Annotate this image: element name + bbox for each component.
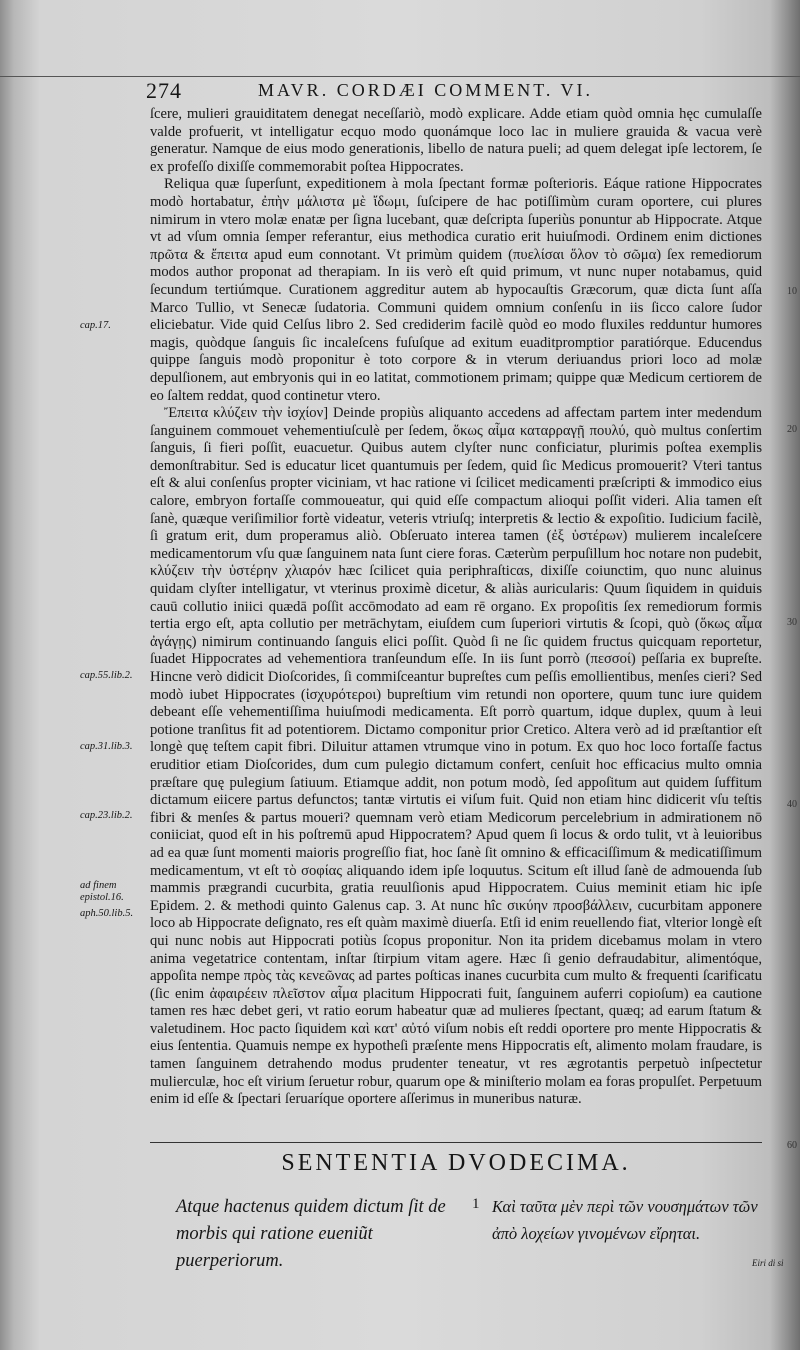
margin-note: cap.55.lib.2. — [80, 670, 133, 681]
running-title: MAVR. CORDÆI COMMENT. VI. — [258, 80, 594, 100]
line-number: 40 — [787, 799, 797, 810]
margin-note: aph.50.lib.5. — [80, 908, 134, 919]
margin-note: cap.31.lib.3. — [80, 741, 133, 752]
sentence-number: 1 — [472, 1196, 480, 1212]
paragraph: ſcere, mulieri grauiditatem denegat neceſſariò, modò explicare. Adde etiam quòd omnia hęc cumulaſſe valde profuerit, vt intelligatur ecquo modo quonámque loco lac in muliere grauida & vacua verè generatur. Namque de eius modo generationis, libello de natura pueli; ad quem delegat ipſe lectorem, ſe ex profeſſo dixiſſe commemorabit poſtea Hippocrates. — [150, 106, 762, 175]
paragraph: Reliqua quæ ſuperſunt, expeditionem à mola ſpectant formæ poſterioris. Eáque ratione Hippocrates modò hortabatur, ἐπὴν μάλιστα μὲ ἴδωμι, ſuſcipere de hac potiſſimùm curam oportere, cui plures nimirum in vtero molæ enatæ per ſigna lucebant, quæ deſcripta ſuperiùs ponuntur ab Hippocrate. Atque vt ad vſum omnia ſemper referantur, eius methodica curatio erit huiuſmodi. Ordinem enim dictiones πρῶτα & ἔπειτα apud eum connotant. Vt primùm quidem (πυελίσαι ὅλον τὸ σῶμα) ſex remediorum modos author proponat ad therapiam. In iis verò eſt quid primum, vt nunc nuper notabamus, quid ſecundum tertiúmque. Curationem aggreditur autem ab hypocauſtis Græcorum, quæ dicta ſunt aſſa Marco Tullio, vt Senecæ ſudatoria. Communi quidem omnium conſenſu in iis ſicco calore ſudor eliciebatur. Vide quid Celſus libro 2. Sed crediderim facilè quòd eo modo fluxiles redduntur humores magis, quòdque ſanguis ſic incaleſcens fuſuſque ad exitum euaditpromptior paratiórque. Educendus quippe ſanguis modò proponitur è toto corpore & in vterum deriuandus priori loco ad molæ depulſionem, aut embryonis qui in eo latitat, commotionem primam; quippe quæ Medicum certiorem de eo ſaltem reddat, quod continetur vtero. — [150, 176, 762, 404]
running-head — [146, 78, 666, 104]
commentary-text — [150, 106, 762, 1109]
line-number: 60 — [787, 1140, 797, 1151]
paragraph: Ἔπειτα κλύζειν τὴν ἰσχίον] Deinde propiùs aliquanto accedens ad affectam partem inter medendum ſanguinem commouet vehementiuſculè per ſedem, ὅκως αἷμα καταρραγῇ πουλύ, quò multus conſertim ſanguis, ſi fieri poſſit, euacuetur. Quibus autem clyſter nunc conficiatur, plurimis poſtea exemplis demonſtrabitur. Sed is educatur licet quantumuis per ſedem, quid ſic Medicus promouerit? Vteri tantus eſt & alui conſenſus propter viciniam, vt hac ratione vi ſcilicet medicamenti præſcripti & immodico eius calore, embryon fortaſſe commoueatur, qui quid eſſe compactum alioqui poſſit videri. Alia tamen eſt ſanè, quæque veriſimilior fortè videatur, veteris vtriuſq; interpretis & lectio & expoſitio. Iudicium facilè, ſi gratum erit, dum properamus aliò. Obſeruato interea tamen (ἐξ ὑστέρων) mulierem incaleſcere medicamentorum vſu quæ ſanguinem nata ſunt ciere foras. Cæterùm perpuſillum hoc notare non pudebit, κλύζειν τὴν ὑστέρην χλιαρόν hæc ſcilicet quia periphraſticαs, dixiſſe coiunctim, quo nunc aluinus quidam clyſter intelligatur, vt vterinus proximè dicetur, & aliàs auricularis: Quum ſiquidem in quiduis cauū collutio iniici quædā poſſit accōmodato ad eam rē organo. Ex propoſitis ſex remediorum formis tertia ergo eſt, apta collutio per metrāchytam, eiuſdem cum ſuperiori virtutis & ſcopi, quò (ὅκως αἷμα ἀγάγῃς) nimirum continuando ſanguis elici poſſit. Quòd ſi ne ſic quidem fructus quicquam reportetur, ſuadet Hippocrates ad vehementiora tranſeundum eſſe. In iis ſunt porrò (πεσσοί) peſſaria ex bupreſte. Hincne verò didicit Dioſcorides, ſi commiſceantur bupreſtes cum peſſis emollientibus, menſes cieri? Sed modò iubet Hippocrates (ἰσχυρότεροι) bupreſtium vim retundi non oportere, quum tunc iure quidem debeant eſſe vehementiſſima huiuſmodi medicamenta. Eſt porrò quartum, idque duplex, quum à leui potione tranſitus fit ad potentiorem. Dictamo componitur prior Cretico. Altera verò ad id præſtantior eſt longè quę teſtem capit fibri. Diluitur attamen vtrumque vino in potum. Ex quo hoc loco fortaſſe factus eruditior etiam Dioſcorides, dum cum pulegio dictamum confert, cenſuit hoc efficacius multo omnia præſtare quę pulegium ſatiuum. Etiamque addit, non potum modò, ſed appoſitum aut quidem ſuffitum dictamum eiicere partus defunctos; tantæ virtutis ei viſum fuit. Quid non etiam hinc didicerit vſu teſtis fibri & menſes & partus moueri? quemnam verò etiam Medicorum percelebrium in admirationem nō coniiciat, quod eſt in his poſtremū apud Hippocratem? Apud quem ſi locus & ordo tulit, vt à leuioribus ad ea quæ ſunt momenti maioris progreſſio fiat, hoc ſanè ſit omnino & efficaciſſimum & medicatiſſimum medicamentum, vt eſt τὸ σοφίας aliquando idem ipſe loquutus. Scitum eſt illud ſanè de admouenda ſub mammis prægrandi cucurbita, gratia reuulſionis apud Hippocratem. Cuius meminit etiam hic ipſe Epidem. 2. & methodi quinto Galenus cap. 3. At nunc hîc σικύην προσβάλλειν, cucurbitam apponere loco ab Hippocrate deſignato, res eſt quàm maximè diuerſa. Etſi id enim reuellendo fiat, vlterior longè eſt qui nunc nobis aut Hippocrati potiùs ſcopus proponitur. Non ita pridem dicebamus molam in vtero anima vegetatrice contentam, inſtar ſtirpium vitam agere. Hæc ſi genio defraudabitur, alimentóque, appoſita nempe πρὸς τὰς κενεῶνας ad partes poſticas inanes cucurbita cum multo & frequenti ſcarificatu (ſic enim ἀφαιρέειν πλεῖστον αἷμα placitum Hippocrati fuit, ſanguinem auferri copioſum) ea cautione tamen res hæc debet geri, vt ratio eorum habeatur quæ ad mulieres ſpectant, quæq; ad earum ſtatum & valetudinem. Hoc pacto ſiquidem καὶ κατ' αὐτό viſum nobis eſt reddi oportere pro mente Hippocratis & eius ſententia. Quamuis nempe ex hypotheſi præſente mens Hippocratis eſt, alimento molam fraudare, is tamen ſanguinem detrahendo modus prudenter teneatur, vt res ægrotantis perpetuò inſpectetur mulierculæ, hoc eſt virium ſeruetur robur, quarum ope & miniſterio molam ea foras propulſet. Perpetuum enim id eſſe & ſpectari ſeruaríque oportere aſſerimus in muneribus naturæ. — [150, 405, 762, 1108]
margin-note: ad finem epistol.16. — [80, 880, 124, 903]
sentence-latin: Atque hactenus quidem dictum ſit de morbis qui ratione eueniũt puerperiorum. — [176, 1197, 446, 1271]
page-number: 274 — [146, 78, 182, 103]
catchword: Eiri di si — [752, 1258, 784, 1268]
margin-note: cap.17. — [80, 320, 111, 331]
top-rule — [0, 76, 800, 77]
line-number: 30 — [787, 617, 797, 628]
section-rule — [150, 1142, 762, 1143]
margin-note: cap.23.lib.2. — [80, 810, 133, 821]
sentence-greek: Καὶ ταῦτα μὲν περὶ τῶν νουσημάτων τῶν ἀπὸ λοχείων γινομένων εἴρηται. — [492, 1197, 758, 1243]
line-number: 10 — [787, 286, 797, 297]
section-title: SENTENTIA DVODECIMA. — [281, 1150, 631, 1176]
line-number: 20 — [787, 424, 797, 435]
